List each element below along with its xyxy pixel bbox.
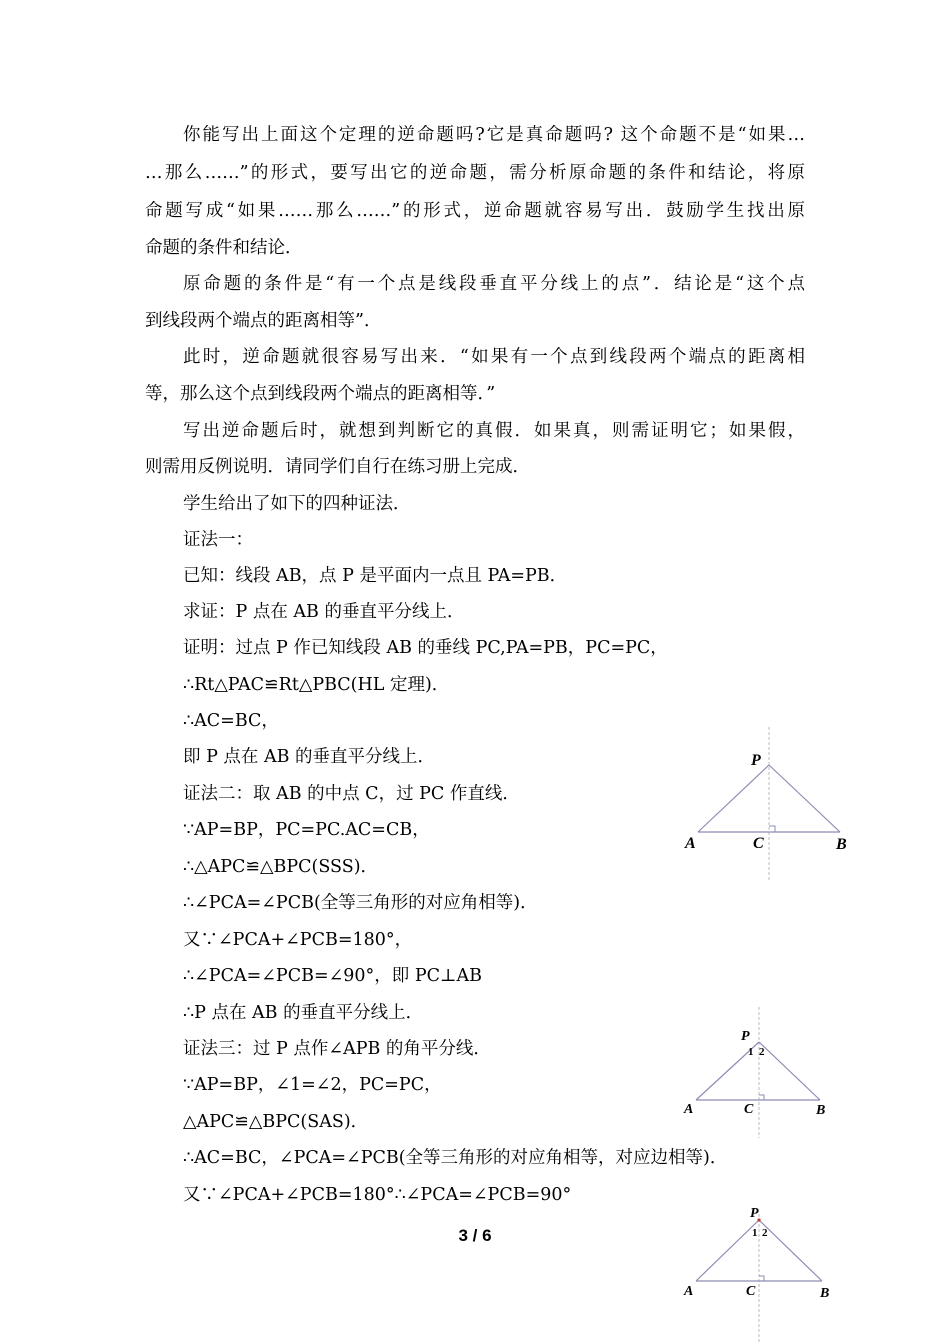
figure-3-triangle bbox=[670, 1200, 840, 1344]
paragraph-3-line-2: 等，那么这个点到线段两个端点的距离相等．” bbox=[145, 384, 496, 404]
figure-3-label-angle-2: 2 bbox=[762, 1227, 768, 1239]
paragraph-1-line-4: 命题的条件和结论． bbox=[145, 238, 303, 258]
figure-2-segment-pb bbox=[759, 1042, 820, 1100]
proof-1-title: 证法一： bbox=[183, 530, 253, 550]
paragraph-1-line-3: 命题写成“如果……那么……”的形式，逆命题就容易写出．鼓励学生找出原 bbox=[145, 201, 805, 221]
paragraph-4-line-1: 写出逆命题后时，就想到判断它的真假．如果真，则需证明它；如果假， bbox=[183, 421, 805, 441]
proof-3-title: 证法三：过 P 点作∠APB 的角平分线． bbox=[183, 1039, 491, 1059]
proof-1-step-3: ∴AC=BC， bbox=[183, 711, 279, 731]
figure-2-label-c: C bbox=[744, 1102, 754, 1117]
figure-3-right-angle-mark bbox=[759, 1276, 764, 1281]
figure-2-right-angle-mark bbox=[759, 1095, 764, 1100]
paragraph-1-line-1: 你能写出上面这个定理的逆命题吗?它是真命题吗? 这个命题不是“如果… bbox=[183, 125, 805, 145]
figure-3-label-a: A bbox=[684, 1284, 694, 1299]
figure-2-label-angle-1: 1 bbox=[748, 1046, 754, 1058]
figure-1-label-a: A bbox=[685, 835, 696, 852]
figure-2-label-b: B bbox=[816, 1103, 826, 1118]
proof-2-title: 证法二：取 AB 的中点 C，过 PC 作直线． bbox=[183, 784, 520, 804]
figure-1-label-p: P bbox=[751, 752, 761, 769]
paragraph-1-line-2: …那么……”的形式，要写出它的逆命题，需分析原命题的条件和结论，将原 bbox=[145, 163, 805, 183]
figure-2-label-p: P bbox=[741, 1029, 750, 1044]
proof-2-step-4: 又∵∠PCA+∠PCB=180°， bbox=[183, 930, 413, 950]
figure-1-segment-pa bbox=[698, 765, 769, 832]
paragraph-5: 学生给出了如下的四种证法． bbox=[183, 494, 411, 514]
proof-2-step-1: ∵AP=BP，PC=PC.AC=CB， bbox=[183, 820, 430, 840]
figure-1-label-b: B bbox=[836, 836, 847, 853]
proof-2-step-3: ∴∠PCA=∠PCB(全等三角形的对应角相等)． bbox=[183, 893, 538, 913]
figure-3-label-b: B bbox=[820, 1286, 830, 1301]
figure-2-label-angle-2: 2 bbox=[759, 1046, 765, 1058]
proof-3-step-4: 又∵∠PCA+∠PCB=180°∴∠PCA=∠PCB=90° bbox=[183, 1185, 572, 1205]
proof-2-step-6: ∴P 点在 AB 的垂直平分线上． bbox=[183, 1003, 424, 1023]
paragraph-4-line-2: 则需用反例说明．请同学们自行在练习册上完成． bbox=[145, 457, 530, 477]
figure-1-label-c: C bbox=[753, 835, 764, 852]
proof-3-step-3: ∴AC=BC，∠PCA=∠PCB(全等三角形的对应角相等，对应边相等)． bbox=[183, 1148, 728, 1168]
proof-3-step-2: △APC≌△BPC(SAS)． bbox=[183, 1112, 369, 1132]
figure-3-label-c: C bbox=[746, 1284, 756, 1299]
proof-2-step-5: ∴∠PCA=∠PCB=∠90°，即 PC⊥AB bbox=[183, 966, 482, 986]
proof-3-step-1: ∵AP=BP，∠1=∠2，PC=PC， bbox=[183, 1075, 442, 1095]
proof-1-step-4: 即 P 点在 AB 的垂直平分线上． bbox=[183, 747, 436, 767]
proof-1-step-2: ∴Rt△PAC≌Rt△PBC(HL 定理)． bbox=[183, 675, 450, 695]
figure-3-label-p: P bbox=[750, 1206, 759, 1221]
paragraph-3-line-1: 此时，逆命题就很容易写出来．“如果有一个点到线段两个端点的距离相 bbox=[183, 347, 805, 367]
paragraph-2-line-2: 到线段两个端点的距离相等”． bbox=[145, 311, 382, 331]
proof-1-prove: 求证：P 点在 AB 的垂直平分线上． bbox=[183, 602, 465, 622]
proof-1-given: 已知：线段 AB，点 P 是平面内一点且 PA=PB． bbox=[183, 566, 568, 586]
proof-2-step-2: ∴△APC≌△BPC(SSS)． bbox=[183, 857, 379, 877]
figure-3-label-angle-1: 1 bbox=[752, 1227, 758, 1239]
figure-2-triangle bbox=[670, 1005, 840, 1140]
proof-1-step-1: 证明：过点 P 作已知线段 AB 的垂线 PC,PA=PB，PC=PC， bbox=[183, 638, 668, 658]
figure-1-right-angle-mark bbox=[769, 826, 775, 832]
page-number: 3 / 6 bbox=[458, 1226, 492, 1245]
figure-1-triangle bbox=[670, 725, 860, 885]
figure-1-segment-pb bbox=[769, 765, 840, 832]
paragraph-2-line-1: 原命题的条件是“有一个点是线段垂直平分线上的点”．结论是“这个点 bbox=[183, 274, 805, 294]
figure-2-label-a: A bbox=[684, 1102, 694, 1117]
